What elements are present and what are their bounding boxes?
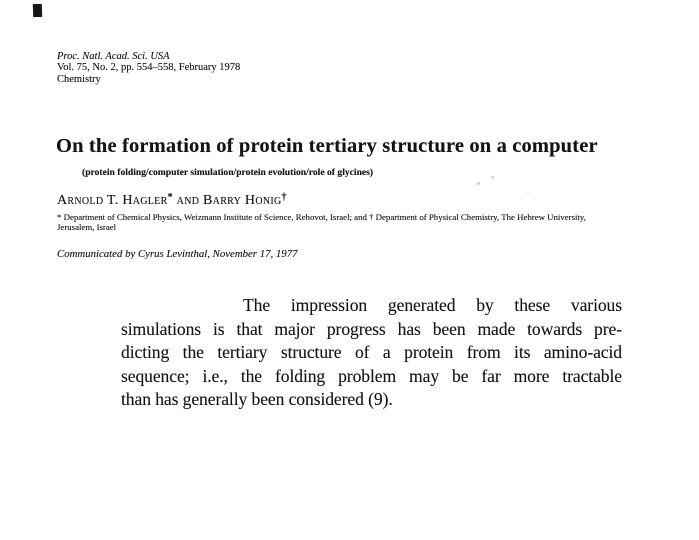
journal-name: Proc. Natl. Acad. Sci. USA bbox=[57, 51, 170, 62]
scan-speck bbox=[477, 182, 480, 185]
author-name-2: Barry Honig bbox=[203, 193, 282, 208]
quote-line: The impression generated by these various bbox=[243, 295, 622, 315]
affiliation-line-1: * Department of Chemical Physics, Weizmann Institute of Science, Rehovot, Israel; and † Department of Physical Chemistry, The Hebrew University, bbox=[57, 212, 586, 222]
communicated-line-clipped bbox=[57, 247, 397, 259]
volume-info: Vol. 75, No. 2, pp. 554–558, February 1978 bbox=[57, 62, 241, 74]
scan-speck bbox=[491, 176, 494, 179]
quote-line: simulations is that major progress has been made towards pre- bbox=[121, 318, 622, 339]
front-matter bbox=[57, 51, 240, 85]
scan-artifact-mark bbox=[33, 4, 42, 17]
communicated-line: Communicated by Cyrus Levinthal, November 17, 1977 bbox=[57, 248, 298, 259]
quote-block bbox=[121, 294, 622, 412]
scan-speck bbox=[527, 192, 529, 194]
quote-line: than has generally been considered (9). bbox=[121, 389, 393, 409]
affiliation-line-2: Jerusalem, Israel bbox=[57, 222, 117, 233]
article-title: On the formation of protein tertiary structure on a computer bbox=[56, 135, 598, 157]
authors-connector: and bbox=[172, 193, 204, 208]
author-marker-dagger: † bbox=[281, 192, 287, 203]
author-name-1: Arnold T. Hagler bbox=[57, 193, 168, 208]
affiliations bbox=[57, 212, 586, 233]
author-marker-asterisk: * bbox=[167, 192, 173, 203]
section-label: Chemistry bbox=[57, 73, 101, 85]
keywords-line: (protein folding/computer simulation/protein evolution/role of glycines) bbox=[82, 167, 374, 178]
quote-line: dicting the tertiary structure of a protein from its amino-acid bbox=[121, 342, 622, 362]
authors-line bbox=[57, 192, 287, 209]
quote-line: sequence; i.e., the folding problem may be far more tractable bbox=[121, 365, 622, 386]
